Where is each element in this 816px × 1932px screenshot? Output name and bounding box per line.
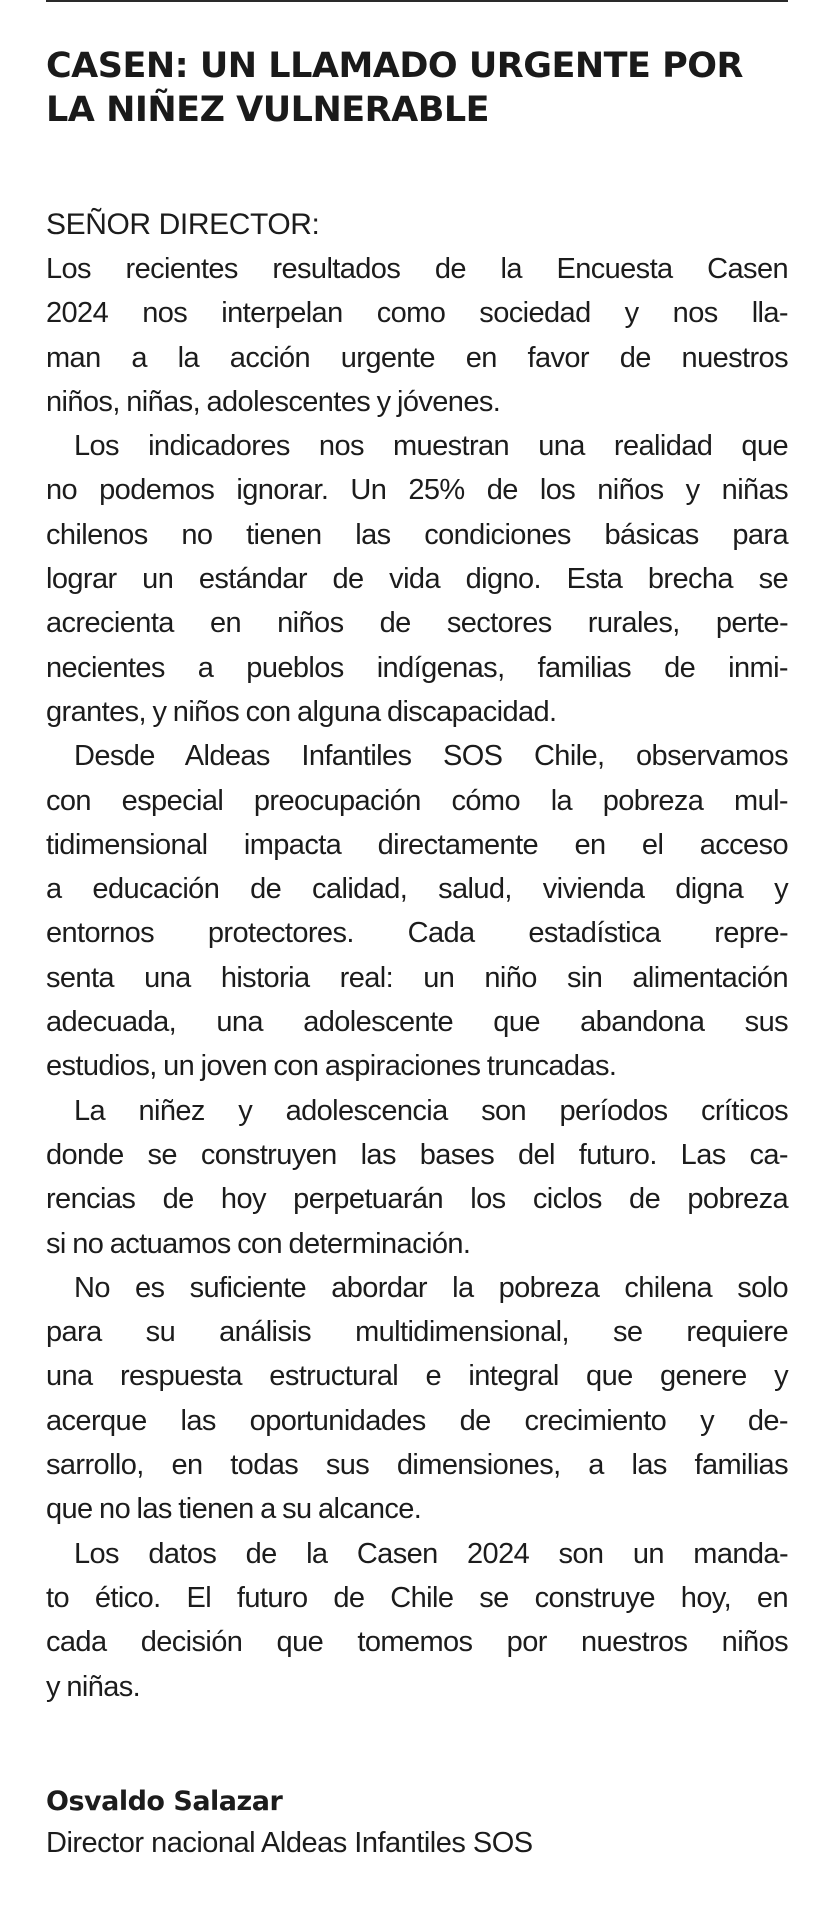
paragraph bbox=[46, 1266, 788, 1532]
text-line: a educación de calidad, salud, vivienda digna y bbox=[46, 873, 788, 906]
author-title: Director nacional Aldeas Infantiles SOS bbox=[46, 1827, 533, 1859]
signature-block bbox=[46, 1782, 788, 1864]
text-line: La niñez y adolescencia son períodos críticos bbox=[74, 1094, 788, 1127]
text-line: chilenos no tienen las condiciones básicas para bbox=[46, 518, 788, 551]
text-line: grantes, y niños con alguna discapacidad. bbox=[46, 695, 557, 728]
text-line: Los recientes resultados de la Encuesta Casen bbox=[46, 253, 788, 285]
text-line: acrecienta en niños de sectores rurales, perte- bbox=[46, 607, 788, 640]
text-line: to ético. El futuro de Chile se construye hoy, en bbox=[46, 1581, 788, 1614]
author-name: Osvaldo Salazar bbox=[46, 1786, 283, 1817]
text-line: no podemos ignorar. Un 25% de los niños y niñas bbox=[46, 474, 788, 507]
text-line: con especial preocupación cómo la pobreza mul- bbox=[46, 784, 788, 817]
text-line: rencias de hoy perpetuarán los ciclos de pobreza bbox=[46, 1183, 788, 1216]
paragraph bbox=[46, 734, 788, 1088]
headline bbox=[46, 44, 786, 132]
text-line: acerque las oportunidades de crecimiento y de- bbox=[46, 1404, 788, 1437]
paragraph bbox=[46, 247, 788, 424]
headline-line: CASEN: UN LLAMADO URGENTE POR bbox=[46, 46, 743, 86]
text-line: sarrollo, en todas sus dimensiones, a las familias bbox=[46, 1449, 788, 1482]
text-line: donde se construyen las bases del futuro. Las ca- bbox=[46, 1138, 788, 1171]
text-line: que no las tienen a su alcance. bbox=[46, 1493, 422, 1526]
text-line: para su análisis multidimensional, se requiere bbox=[46, 1316, 788, 1349]
text-line: lograr un estándar de vida digno. Esta brecha se bbox=[46, 563, 788, 596]
text-line: necientes a pueblos indígenas, familias de inmi- bbox=[46, 651, 788, 684]
text-line: man a la acción urgente en favor de nuestros bbox=[46, 341, 788, 374]
text-line: una respuesta estructural e integral que genere y bbox=[46, 1360, 788, 1393]
text-line: senta una historia real: un niño sin alimentación bbox=[46, 961, 788, 994]
paragraph bbox=[46, 1089, 788, 1266]
text-line: Los indicadores nos muestran una realidad que bbox=[74, 430, 788, 463]
text-line: niños, niñas, adolescentes y jóvenes. bbox=[46, 385, 501, 418]
text-line: adecuada, una adolescente que abandona sus bbox=[46, 1006, 788, 1039]
headline-line: LA NIÑEZ VULNERABLE bbox=[46, 90, 490, 130]
text-line: cada decisión que tomemos por nuestros niños bbox=[46, 1626, 788, 1659]
paragraph bbox=[46, 424, 788, 734]
text-line: 2024 nos interpelan como sociedad y nos lla- bbox=[46, 297, 788, 330]
text-line: si no actuamos con determinación. bbox=[46, 1227, 471, 1260]
text-line: y niñas. bbox=[46, 1670, 141, 1703]
text-line: tidimensional impacta directamente en el acceso bbox=[46, 828, 788, 861]
paragraph bbox=[46, 1532, 788, 1709]
text-line: No es suficiente abordar la pobreza chilena solo bbox=[74, 1271, 788, 1304]
letter-body bbox=[46, 247, 788, 1709]
text-line: entornos protectores. Cada estadística repre- bbox=[46, 917, 788, 950]
salutation: SEÑOR DIRECTOR: bbox=[46, 208, 320, 241]
top-rule bbox=[46, 0, 788, 2]
text-line: estudios, un joven con aspiraciones truncadas. bbox=[46, 1050, 617, 1083]
text-line: Desde Aldeas Infantiles SOS Chile, observamos bbox=[74, 740, 788, 773]
text-line: Los datos de la Casen 2024 son un manda- bbox=[74, 1537, 788, 1570]
